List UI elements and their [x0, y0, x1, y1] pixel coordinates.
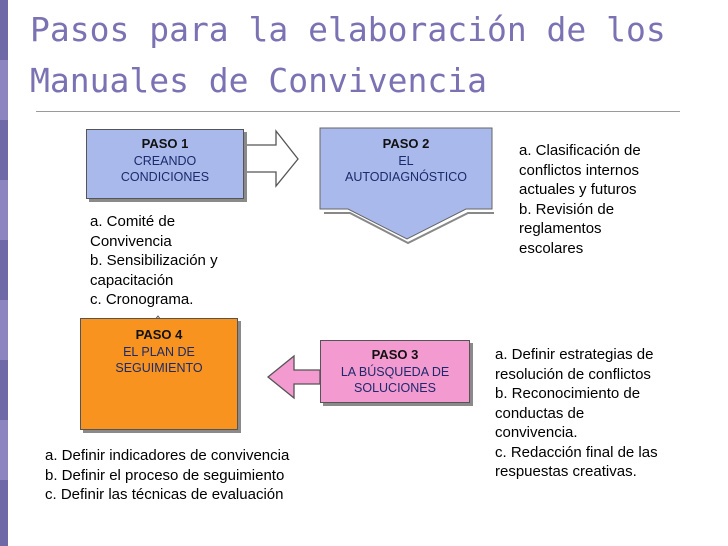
- step-4-notes: a. Definir indicadores de convivencia b. Definir el proceso de seguimiento c. Definir las técnicas de evaluación: [45, 447, 290, 503]
- step-2-box: [320, 128, 492, 200]
- step-3-notes: a. Definir estrategias de resolución de conflictos b. Reconocimiento de conductas de convivencia. c. Redacción final de las respuestas creativas.: [495, 346, 658, 480]
- step-1-notes: a. Comité de Convivencia b. Sensibilización y capacitación c. Cronograma.: [90, 213, 218, 308]
- step-1-box: [86, 129, 244, 199]
- arrow-left-icon: [268, 356, 320, 398]
- step-2-line2: AUTODIAGNÓSTICO: [344, 170, 467, 184]
- slide-title: Pasos para la elaboración de los Manuales de Convivencia: [30, 10, 666, 100]
- step-2-notes: a. Clasificación de conflictos internos actuales y futuros b. Revisión de reglamentos escolares: [519, 142, 641, 257]
- step-1-line2: CONDICIONES: [120, 170, 210, 184]
- step-1-head: PASO 1: [141, 136, 189, 151]
- step-4-head: PASO 4: [135, 327, 183, 342]
- step-2-line1: EL: [398, 154, 414, 168]
- step-3-head: PASO 3: [371, 347, 419, 362]
- step-4-line2: SEGUIMIENTO: [115, 361, 203, 375]
- arrow-right-icon: [245, 131, 298, 186]
- step-3-line2: SOLUCIONES: [354, 381, 436, 395]
- step-2-head: PASO 2: [382, 136, 430, 151]
- step-3-box: [320, 340, 470, 403]
- step-4-line1: EL PLAN DE: [123, 345, 195, 359]
- step-1-line1: CREANDO: [133, 154, 197, 168]
- step-3-line1: LA BÚSQUEDA DE: [340, 365, 450, 379]
- step-4-box: [80, 318, 238, 430]
